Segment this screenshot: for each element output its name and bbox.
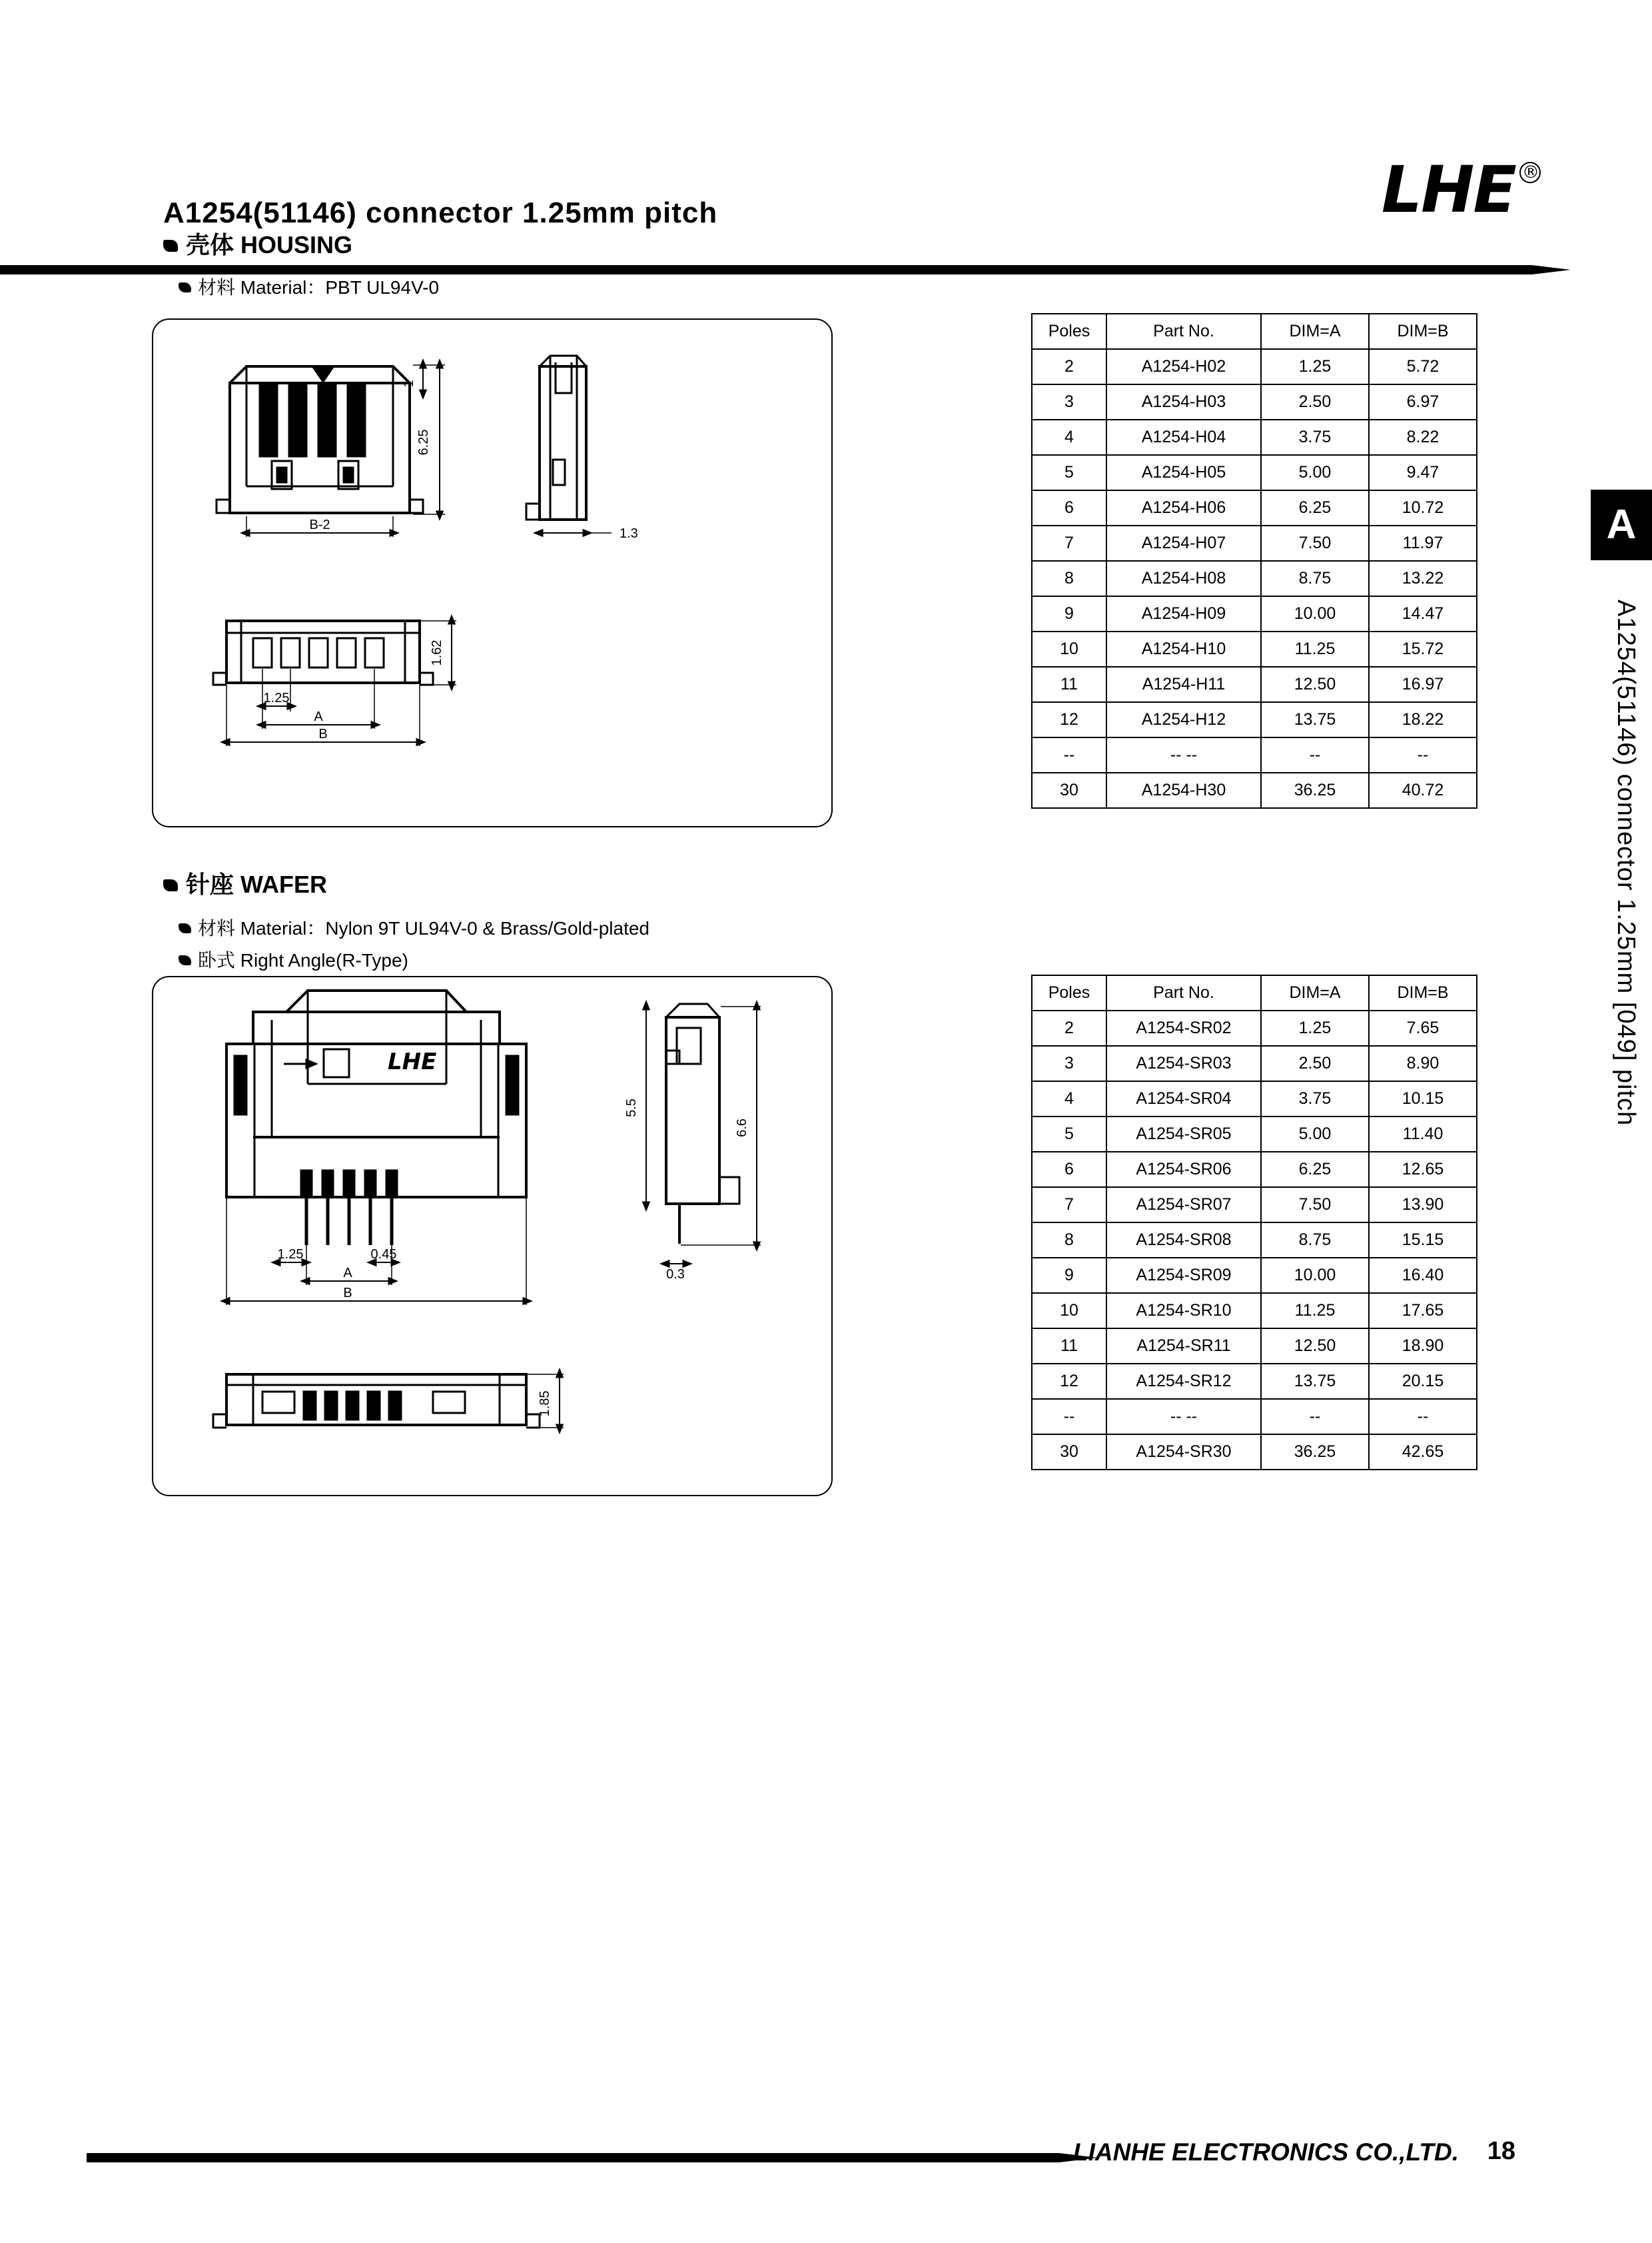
cell-partno: A1254-H12 <box>1106 702 1261 737</box>
cell-dim-b: 10.15 <box>1369 1081 1477 1117</box>
logo-text: LHE <box>1381 153 1515 227</box>
col-header-dim-b: DIM=B <box>1369 975 1477 1011</box>
cell-dim-a: 5.00 <box>1261 455 1369 490</box>
table-row <box>1032 737 1477 773</box>
dimension-label: 5.5 <box>624 1099 639 1117</box>
cell-partno: -- -- <box>1106 1399 1261 1434</box>
dimension-label: 1.25 <box>263 691 290 705</box>
cell-dim-b: 11.97 <box>1369 526 1477 561</box>
cell-partno: A1254-SR03 <box>1106 1046 1261 1081</box>
cell-dim-b: -- <box>1369 1399 1477 1434</box>
cell-partno: A1254-SR10 <box>1106 1293 1261 1328</box>
cell-dim-a: -- <box>1261 1399 1369 1434</box>
wafer-drawing <box>153 977 829 1492</box>
cell-partno: -- -- <box>1106 737 1261 773</box>
cell-partno: A1254-H07 <box>1106 526 1261 561</box>
cell-poles: 10 <box>1032 632 1106 667</box>
cell-dim-b: 18.22 <box>1369 702 1477 737</box>
page-header <box>0 87 1652 229</box>
cell-partno: A1254-H10 <box>1106 632 1261 667</box>
cell-partno: A1254-SR11 <box>1106 1328 1261 1364</box>
table-row <box>1032 349 1477 384</box>
cell-partno: A1254-SR06 <box>1106 1152 1261 1187</box>
cell-poles: 2 <box>1032 1011 1106 1046</box>
cell-dim-b: -- <box>1369 737 1477 773</box>
table-row <box>1032 1258 1477 1293</box>
table-row <box>1032 667 1477 702</box>
cell-dim-b: 14.47 <box>1369 596 1477 632</box>
dimension-label: B <box>343 1286 352 1300</box>
cell-partno: A1254-H30 <box>1106 773 1261 808</box>
cell-dim-b: 16.97 <box>1369 667 1477 702</box>
cell-dim-a: -- <box>1261 737 1369 773</box>
table-row <box>1032 1046 1477 1081</box>
dimension-label: 0.3 <box>666 1267 685 1282</box>
cell-partno: A1254-SR07 <box>1106 1187 1261 1222</box>
cell-dim-b: 15.15 <box>1369 1222 1477 1258</box>
section-wafer-title: 针座 WAFER <box>163 866 327 900</box>
section-wafer-material: 材料 Material：Nylon 9T UL94V-0 & Brass/Gold-plated <box>179 914 649 941</box>
cell-dim-a: 11.25 <box>1261 632 1369 667</box>
dimension-label: A <box>343 1266 352 1280</box>
cell-dim-a: 5.00 <box>1261 1117 1369 1152</box>
cell-poles: 5 <box>1032 1117 1106 1152</box>
cell-partno: A1254-H08 <box>1106 561 1261 596</box>
table-row <box>1032 526 1477 561</box>
cell-dim-b: 40.72 <box>1369 773 1477 808</box>
dimension-label: 1.3 <box>620 526 638 541</box>
cell-partno: A1254-SR02 <box>1106 1011 1261 1046</box>
cell-partno: A1254-SR09 <box>1106 1258 1261 1293</box>
cell-dim-b: 13.90 <box>1369 1187 1477 1222</box>
cell-dim-a: 3.75 <box>1261 1081 1369 1117</box>
cell-poles: 3 <box>1032 1046 1106 1081</box>
cell-poles: 30 <box>1032 1434 1106 1470</box>
cell-dim-a: 2.50 <box>1261 1046 1369 1081</box>
table-row <box>1032 1293 1477 1328</box>
cell-poles: 6 <box>1032 490 1106 526</box>
cell-dim-b: 20.15 <box>1369 1364 1477 1399</box>
cell-poles: 9 <box>1032 1258 1106 1293</box>
wafer-spec-table <box>1031 975 1477 1470</box>
company-logo <box>1276 153 1538 230</box>
dimension-label: B-2 <box>309 518 330 532</box>
cell-poles: 5 <box>1032 455 1106 490</box>
table-row <box>1032 490 1477 526</box>
cell-poles: 11 <box>1032 1328 1106 1364</box>
bullet-icon <box>163 879 178 891</box>
cell-dim-b: 13.22 <box>1369 561 1477 596</box>
table-row <box>1032 1081 1477 1117</box>
cell-poles: 30 <box>1032 773 1106 808</box>
cell-poles: 4 <box>1032 420 1106 455</box>
cell-poles: 7 <box>1032 526 1106 561</box>
cell-partno: A1254-H11 <box>1106 667 1261 702</box>
table-row <box>1032 1328 1477 1364</box>
cell-partno: A1254-SR12 <box>1106 1364 1261 1399</box>
cell-dim-a: 2.50 <box>1261 384 1369 420</box>
cell-poles: 12 <box>1032 702 1106 737</box>
col-header-dim-b: DIM=B <box>1369 314 1477 349</box>
table-row <box>1032 702 1477 737</box>
cell-dim-b: 17.65 <box>1369 1293 1477 1328</box>
table-row <box>1032 1399 1477 1434</box>
cell-dim-a: 1.25 <box>1261 1011 1369 1046</box>
cell-dim-b: 16.40 <box>1369 1258 1477 1293</box>
cell-dim-b: 10.72 <box>1369 490 1477 526</box>
col-header-partno: Part No. <box>1106 975 1261 1011</box>
table-row <box>1032 561 1477 596</box>
cell-dim-b: 9.47 <box>1369 455 1477 490</box>
dimension-label: 6.6 <box>735 1119 749 1137</box>
table-header-row <box>1032 975 1477 1011</box>
logo-mark-on-part: LHE <box>388 1049 437 1075</box>
dimension-label: 1.25 <box>277 1247 304 1262</box>
table-row <box>1032 632 1477 667</box>
table-row <box>1032 1011 1477 1046</box>
col-header-dim-a: DIM=A <box>1261 314 1369 349</box>
cell-dim-a: 12.50 <box>1261 1328 1369 1364</box>
cell-dim-a: 8.75 <box>1261 561 1369 596</box>
cell-dim-b: 42.65 <box>1369 1434 1477 1470</box>
cell-poles: 4 <box>1032 1081 1106 1117</box>
cell-partno: A1254-H03 <box>1106 384 1261 420</box>
col-header-poles: Poles <box>1032 975 1106 1011</box>
section-housing-material: 材料 Material：PBT UL94V-0 <box>179 273 439 300</box>
cell-dim-a: 1.25 <box>1261 349 1369 384</box>
col-header-dim-a: DIM=A <box>1261 975 1369 1011</box>
cell-poles: 12 <box>1032 1364 1106 1399</box>
footer-company-name: LIANHE ELECTRONICS CO.,LTD. <box>1073 2138 1459 2166</box>
cell-poles: 6 <box>1032 1152 1106 1187</box>
section-tab-letter: A <box>1606 502 1637 548</box>
cell-poles: 11 <box>1032 667 1106 702</box>
table-row <box>1032 773 1477 808</box>
col-header-partno: Part No. <box>1106 314 1261 349</box>
cell-dim-a: 7.50 <box>1261 1187 1369 1222</box>
dimension-label: 0.45 <box>370 1247 397 1262</box>
page-number: 18 <box>1487 2137 1515 2165</box>
dimension-label: 1.62 <box>430 640 444 666</box>
dimension-label: 1.85 <box>538 1390 552 1417</box>
cell-dim-b: 8.90 <box>1369 1046 1477 1081</box>
cell-partno: A1254-H04 <box>1106 420 1261 455</box>
cell-poles: 9 <box>1032 596 1106 632</box>
bullet-icon <box>163 240 178 252</box>
cell-partno: A1254-H02 <box>1106 349 1261 384</box>
section-tab <box>1591 490 1652 560</box>
cell-partno: A1254-H05 <box>1106 455 1261 490</box>
dimension-label: A <box>314 709 323 724</box>
cell-dim-b: 12.65 <box>1369 1152 1477 1187</box>
cell-dim-b: 8.22 <box>1369 420 1477 455</box>
cell-dim-a: 36.25 <box>1261 773 1369 808</box>
footer-divider <box>87 2153 1059 2162</box>
housing-spec-table <box>1031 313 1477 809</box>
cell-dim-a: 3.75 <box>1261 420 1369 455</box>
bullet-icon <box>179 282 191 292</box>
table-row <box>1032 1152 1477 1187</box>
housing-drawing-panel <box>152 318 833 827</box>
cell-dim-a: 11.25 <box>1261 1293 1369 1328</box>
dimension-label: 6.25 <box>416 429 431 456</box>
table-row <box>1032 455 1477 490</box>
side-vertical-title: A1254(51146) connector 1.25mm [049] pitch <box>1612 600 1640 1126</box>
cell-dim-a: 10.00 <box>1261 596 1369 632</box>
cell-dim-a: 6.25 <box>1261 490 1369 526</box>
bullet-icon <box>179 923 191 933</box>
table-row <box>1032 596 1477 632</box>
cell-dim-a: 13.75 <box>1261 702 1369 737</box>
dimension-label: B <box>318 727 328 741</box>
cell-partno: A1254-H06 <box>1106 490 1261 526</box>
table-row <box>1032 1434 1477 1470</box>
table-header-row <box>1032 314 1477 349</box>
table-row <box>1032 1187 1477 1222</box>
cell-poles: 3 <box>1032 384 1106 420</box>
cell-dim-a: 10.00 <box>1261 1258 1369 1293</box>
dimension-label: 1 <box>402 380 416 388</box>
cell-poles: -- <box>1032 737 1106 773</box>
cell-partno: A1254-H09 <box>1106 596 1261 632</box>
cell-dim-a: 6.25 <box>1261 1152 1369 1187</box>
cell-poles: 10 <box>1032 1293 1106 1328</box>
cell-poles: 7 <box>1032 1187 1106 1222</box>
cell-dim-a: 13.75 <box>1261 1364 1369 1399</box>
cell-poles: 8 <box>1032 561 1106 596</box>
bullet-icon <box>179 955 191 965</box>
cell-dim-b: 5.72 <box>1369 349 1477 384</box>
cell-dim-a: 8.75 <box>1261 1222 1369 1258</box>
housing-drawing <box>153 320 829 823</box>
section-wafer-type: 卧式 Right Angle(R-Type) <box>179 946 408 973</box>
table-row <box>1032 420 1477 455</box>
wafer-drawing-panel <box>152 976 833 1496</box>
page-title: A1254(51146) connector 1.25mm pitch <box>163 197 718 229</box>
section-housing-title: 壳体 HOUSING <box>163 226 352 260</box>
cell-partno: A1254-SR08 <box>1106 1222 1261 1258</box>
cell-poles: 2 <box>1032 349 1106 384</box>
registered-trademark-icon: ® <box>1519 162 1541 183</box>
cell-dim-a: 12.50 <box>1261 667 1369 702</box>
cell-poles: 8 <box>1032 1222 1106 1258</box>
cell-dim-b: 15.72 <box>1369 632 1477 667</box>
col-header-poles: Poles <box>1032 314 1106 349</box>
cell-dim-a: 36.25 <box>1261 1434 1369 1470</box>
cell-dim-b: 18.90 <box>1369 1328 1477 1364</box>
cell-dim-b: 11.40 <box>1369 1117 1477 1152</box>
cell-poles: -- <box>1032 1399 1106 1434</box>
cell-partno: A1254-SR04 <box>1106 1081 1261 1117</box>
cell-dim-b: 6.97 <box>1369 384 1477 420</box>
cell-partno: A1254-SR30 <box>1106 1434 1261 1470</box>
table-row <box>1032 1364 1477 1399</box>
cell-dim-a: 7.50 <box>1261 526 1369 561</box>
table-row <box>1032 1117 1477 1152</box>
cell-dim-b: 7.65 <box>1369 1011 1477 1046</box>
cell-partno: A1254-SR05 <box>1106 1117 1261 1152</box>
table-row <box>1032 384 1477 420</box>
table-row <box>1032 1222 1477 1258</box>
